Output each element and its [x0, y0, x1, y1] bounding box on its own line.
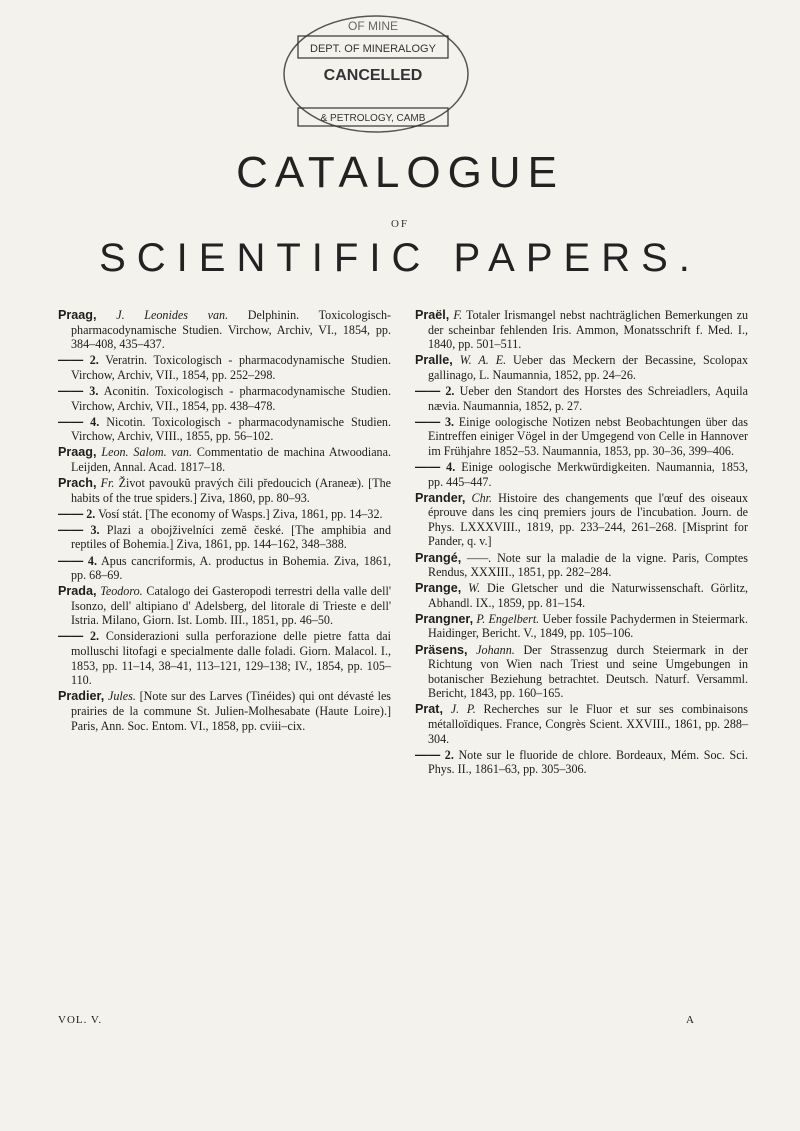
- author-name: ——: [58, 506, 84, 521]
- entry-number: 2.: [86, 506, 96, 521]
- entry-text: Ueber fossile Pachydermen in Steiermark. Haidinger, Bericht. V., 1849, pp. 105–106.: [428, 611, 749, 641]
- entry-number: 4.: [90, 414, 100, 429]
- catalogue-entry: [58, 629, 391, 687]
- right-column: [415, 308, 748, 778]
- entry-text: Nicotin. Toxicologisch - pharmacodynamische Studien. Virchow, Archiv, VIII., 1855, pp. 56–102.: [71, 414, 392, 444]
- author-given-name: W.: [468, 581, 481, 596]
- catalogue-entry: [415, 353, 748, 382]
- stamp-line-3: CANCELLED: [323, 67, 423, 84]
- catalogue-entry: [58, 308, 391, 352]
- entry-text: Aconitin. Toxicologisch - pharmacodynamische Studien. Virchow, Archiv, VII., 1854, pp. 438–478.: [71, 383, 391, 413]
- author-given-name: P. Engelbert.: [476, 611, 540, 626]
- author-given-name: W. A. E.: [459, 353, 507, 368]
- catalogue-entry: [58, 476, 391, 505]
- entry-number: 4.: [446, 459, 456, 474]
- scientific-papers-title: SCIENTIFIC PAPERS.: [99, 236, 701, 280]
- catalogue-entry: [415, 415, 748, 459]
- stamp-line-2: DEPT. OF MINERALOGY: [310, 43, 436, 55]
- catalogue-entry: [58, 523, 391, 552]
- entry-number: 3.: [444, 414, 455, 429]
- entry-text: Note sur la maladie de la vigne. Paris, Comptes Rendus, XXXIII., 1851, pp. 282–284.: [428, 550, 748, 580]
- author-name: ——: [415, 414, 441, 429]
- stamp-line-1: OF MINE: [348, 19, 398, 33]
- entry-text: Veratrin. Toxicologisch - pharmacodynamische Studien. Virchow, Archiv, VII., 1854, pp. 252–298.: [71, 353, 391, 382]
- entry-text: Ueber das Meckern der Becassine, Scolopax gallinago, L. Naumannia, 1852, pp. 24–26.: [428, 353, 748, 382]
- author-given-name: J. Leonides van.: [116, 308, 229, 322]
- author-name: Praag,: [58, 445, 97, 460]
- author-name: Praël,: [415, 308, 450, 322]
- author-name: Prangner,: [415, 611, 474, 626]
- entry-text: Catalogo dei Gasteropodi terrestri della valle dell' Isonzo, dell' altipiano d' Adelsberg, del litorale di Trieste e dell' Istria. Milano, Giorn. Ist. Lomb. III., 1851, pp. 46–50.: [71, 584, 391, 628]
- author-name: Prat,: [415, 702, 443, 717]
- entry-text: Einige oologische Merkwürdigkeiten. Naumannia, 1853, pp. 445–447.: [428, 459, 749, 489]
- entry-number: 2.: [445, 383, 455, 398]
- entry-text: Apus cancriformis, A. productus in Bohemia. Ziva, 1861, pp. 68–69.: [71, 553, 392, 583]
- entry-text: Totaler Irismangel nebst nachträglichen Bemerkungen zu der scheinbar fehlenden Iris. Ammon, Monatsschrift f. Med. I., 1840, pp. 501–511.: [428, 308, 748, 352]
- author-given-name: Chr.: [471, 490, 493, 505]
- catalogue-entry: [415, 748, 748, 777]
- catalogue-entry: [58, 384, 391, 413]
- author-name: ——: [58, 353, 84, 368]
- catalogue-entry: [415, 612, 748, 641]
- author-given-name: Leon. Salom. van.: [101, 445, 192, 460]
- entry-text: Einige oologische Notizen nebst Beobachtungen über das Eintreffen einiger Vögel in der Umgegend von Celle in Hannover im Frühjahre 1852–53. Naumannia, 1853, pp. 30–36, 399–406.: [428, 414, 748, 458]
- entry-number: 3.: [90, 522, 100, 537]
- entry-text: Commentatio de machina Atwoodiana. Leijden, Annal. Acad. 1817–18.: [71, 445, 391, 474]
- catalogue-entry: [58, 445, 391, 474]
- entry-text: Histoire des changements que l'œuf des oiseaux éprouve dans les cinq premiers jours de l'incubation. Journ. de Phys. LXXXVIII., 1819, pp. 233–244, 261–268. [Misprint for Pander, q. v.]: [428, 490, 748, 549]
- entry-number: 3.: [89, 383, 99, 398]
- volume-label: VOL. V.: [58, 1014, 103, 1026]
- author-name: Praag,: [58, 308, 97, 322]
- author-name: ——: [58, 629, 84, 644]
- author-name: Prach,: [58, 476, 97, 491]
- catalogue-entry: [58, 507, 391, 522]
- author-name: ——: [415, 459, 441, 474]
- author-name: ——: [415, 747, 441, 762]
- catalogue-entry: [58, 353, 391, 382]
- author-name: Pralle,: [415, 353, 453, 368]
- catalogue-entry: [415, 702, 748, 746]
- signature-mark: A: [686, 1014, 695, 1026]
- author-given-name: Fr.: [100, 476, 115, 491]
- catalogue-entry: [58, 415, 391, 444]
- catalogue-entry: [58, 554, 391, 583]
- of-word: OF: [390, 218, 410, 230]
- catalogue-entry: [415, 384, 748, 413]
- entry-text: Ueber den Standort des Horstes des Schreiadlers, Aquila nævia. Naumannia, 1852, p. 27.: [428, 383, 748, 413]
- catalogue-entry: [415, 460, 748, 489]
- entry-text: Considerazioni sulla perforazione delle pietre fatta dai molluschi litofagi e specialmente dalle foladi. Giorn. Malacol. I., 1853, pp. 11–14, 38–41, 113–121, 129–138; IV., 1854, pp. 105–110.: [71, 629, 392, 688]
- author-given-name: F.: [453, 308, 463, 322]
- left-column: [58, 308, 391, 735]
- entry-text: [Note sur des Larves (Tinéides) qui ont dévasté les prairies de la commune St. Julien-Molhesabate (Haute Loire).] Paris, Ann. Soc. Entom. VI., 1858, pp. cviii–cix.: [71, 689, 392, 733]
- author-name: Prange,: [415, 581, 462, 596]
- author-name: Prangé,: [415, 550, 462, 565]
- author-name: ——: [58, 522, 84, 537]
- entry-number: 2.: [89, 353, 99, 368]
- author-given-name: J. P.: [450, 702, 476, 717]
- author-name: ——: [58, 414, 84, 429]
- author-name: Prander,: [415, 490, 466, 505]
- catalogue-entry: [415, 491, 748, 549]
- entry-number: 2.: [89, 629, 100, 644]
- author-name: ——: [58, 383, 84, 398]
- catalogue-entry: [415, 581, 748, 610]
- author-given-name: ——.: [466, 550, 492, 565]
- entry-text: Der Strassenzug durch Steiermark in der Richtung von Wien nach Triest und seine Umgebungen in botanischer Beziehung betrachtet. Deutsch. Naturf. Versamml. Bericht, 1843, pp. 160–165.: [428, 642, 748, 701]
- catalogue-entry: [58, 689, 391, 733]
- catalogue-title: CATALOGUE: [236, 148, 564, 197]
- entry-text: Delphinin. Toxicologisch-pharmacodynamische Studien. Virchow, Archiv, VI., 1854, pp. 384–408, 435–437.: [71, 308, 392, 352]
- catalogue-entry: [415, 643, 748, 701]
- entry-number: 2.: [444, 747, 454, 762]
- catalogue-entry: [415, 551, 748, 580]
- author-name: Prada,: [58, 584, 97, 599]
- author-given-name: Johann.: [476, 642, 515, 657]
- entry-text: Život pavoukŭ pravých čili předoucich (Araneæ). [The habits of the true spiders.] Ziva, 1860, pp. 80–93.: [71, 476, 391, 505]
- catalogue-entry: [415, 308, 748, 352]
- entry-text: Recherches sur le Fluor et sur ses combinaisons métalloïdiques. France, Congrès Scient. XXVIII., 1861, pp. 288–304.: [428, 702, 748, 746]
- author-name: Präsens,: [415, 642, 468, 657]
- library-stamp: [278, 12, 474, 142]
- author-name: Pradier,: [58, 689, 105, 704]
- author-name: ——: [415, 383, 441, 398]
- entry-number: 4.: [87, 553, 97, 568]
- author-given-name: Jules.: [108, 689, 136, 704]
- author-name: ——: [58, 553, 84, 568]
- entry-text: Note sur le fluoride de chlore. Bordeaux, Mém. Soc. Sci. Phys. II., 1861–63, pp. 305–306.: [428, 747, 748, 777]
- entry-text: Plazi a obojživelníci zemĕ české. [The amphibia and reptiles of Bohemia.] Ziva, 1861, pp. 144–162, 348–388.: [71, 522, 391, 552]
- catalogue-entry: [58, 584, 391, 628]
- author-given-name: Teodoro.: [100, 584, 143, 599]
- entry-text: Vosí stát. [The economy of Wasps.] Ziva, 1861, pp. 14–32.: [98, 506, 383, 521]
- entry-text: Die Gletscher und die Naturwissenschaft. Görlitz, Abhandl. IX., 1859, pp. 81–154.: [428, 581, 748, 610]
- stamp-line-4: & PETROLOGY, CAMB: [320, 113, 426, 124]
